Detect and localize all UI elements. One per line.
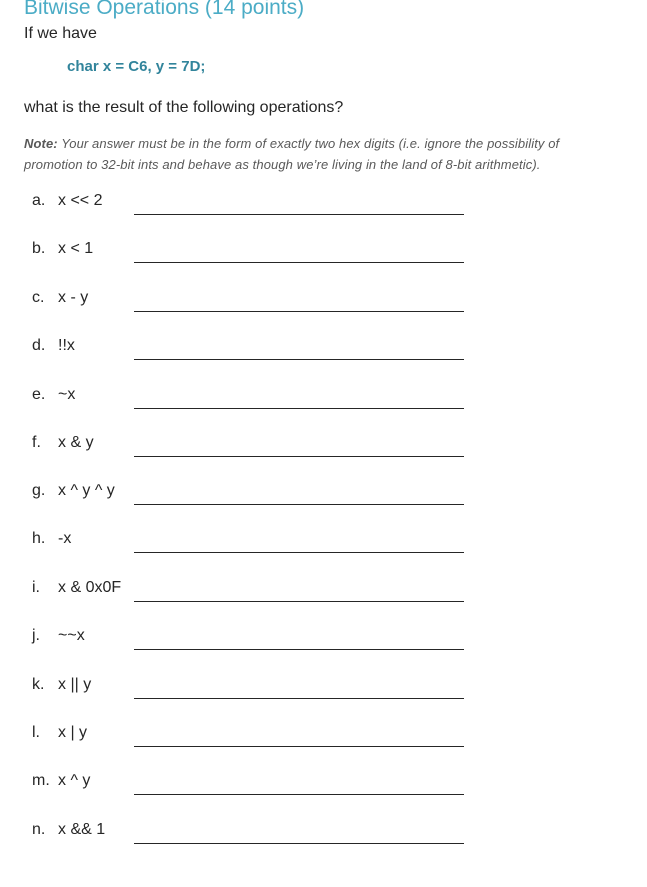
item-letter: j.: [32, 627, 40, 644]
item-expression: x & 0x0F: [58, 579, 122, 596]
answer-field[interactable]: [134, 649, 464, 650]
item-letter: e.: [32, 386, 46, 403]
answer-field[interactable]: [134, 311, 464, 312]
answer-field[interactable]: [134, 794, 464, 795]
answer-field[interactable]: [134, 408, 464, 409]
item-expression: !!x: [58, 337, 75, 354]
item-expression: ~x: [58, 386, 76, 403]
answer-field[interactable]: [134, 456, 464, 457]
answer-field[interactable]: [134, 746, 464, 747]
item-letter: n.: [32, 821, 46, 838]
question-item-k: [32, 676, 472, 706]
item-letter: l.: [32, 724, 40, 741]
item-expression: x & y: [58, 434, 94, 451]
question-item-a: [32, 192, 472, 222]
item-expression: x || y: [58, 676, 92, 693]
note-label: Note:: [24, 136, 58, 151]
item-letter: a.: [32, 192, 46, 209]
item-expression: x | y: [58, 724, 88, 741]
item-expression: x << 2: [58, 192, 103, 209]
item-expression: x ^ y: [58, 772, 91, 789]
answer-field[interactable]: [134, 698, 464, 699]
question-item-i: [32, 579, 472, 609]
note-text-1: Your answer must be in the form of exactly two hex digits (i.e. ignore the possibility of: [57, 136, 560, 151]
item-letter: c.: [32, 289, 45, 306]
note-text-2: promotion to 32-bit ints and behave as though we’re living in the land of 8-bit arithmetic).: [24, 157, 541, 172]
question-item-c: [32, 289, 472, 319]
answer-field[interactable]: [134, 262, 464, 263]
item-letter: g.: [32, 482, 46, 499]
item-expression: -x: [58, 530, 72, 547]
question-item-l: [32, 724, 472, 754]
answer-field[interactable]: [134, 359, 464, 360]
question-item-j: [32, 627, 472, 657]
question-item-e: [32, 386, 472, 416]
item-expression: x && 1: [58, 821, 106, 838]
answer-field[interactable]: [134, 214, 464, 215]
item-letter: k.: [32, 676, 45, 693]
item-letter: m.: [32, 772, 50, 789]
item-expression: x - y: [58, 289, 89, 306]
question-item-f: [32, 434, 472, 464]
question-item-h: [32, 530, 472, 560]
question-item-g: [32, 482, 472, 512]
question-item-b: [32, 240, 472, 270]
answer-field[interactable]: [134, 843, 464, 844]
item-letter: d.: [32, 337, 46, 354]
item-expression: x < 1: [58, 240, 94, 257]
answer-field[interactable]: [134, 601, 464, 602]
page-title: Bitwise Operations (14 points): [24, 0, 305, 19]
item-letter: i.: [32, 579, 40, 596]
item-letter: h.: [32, 530, 46, 547]
item-expression: ~~x: [58, 627, 85, 644]
item-letter: b.: [32, 240, 46, 257]
code-declaration: char x = C6, y = 7D;: [67, 58, 206, 75]
answer-field[interactable]: [134, 552, 464, 553]
question-text: what is the result of the following operations?: [24, 99, 344, 116]
answer-field[interactable]: [134, 504, 464, 505]
question-item-d: [32, 337, 472, 367]
question-item-n: [32, 821, 472, 851]
question-item-m: [32, 772, 472, 802]
item-expression: x ^ y ^ y: [58, 482, 115, 499]
intro-text: If we have: [24, 25, 97, 42]
item-letter: f.: [32, 434, 41, 451]
